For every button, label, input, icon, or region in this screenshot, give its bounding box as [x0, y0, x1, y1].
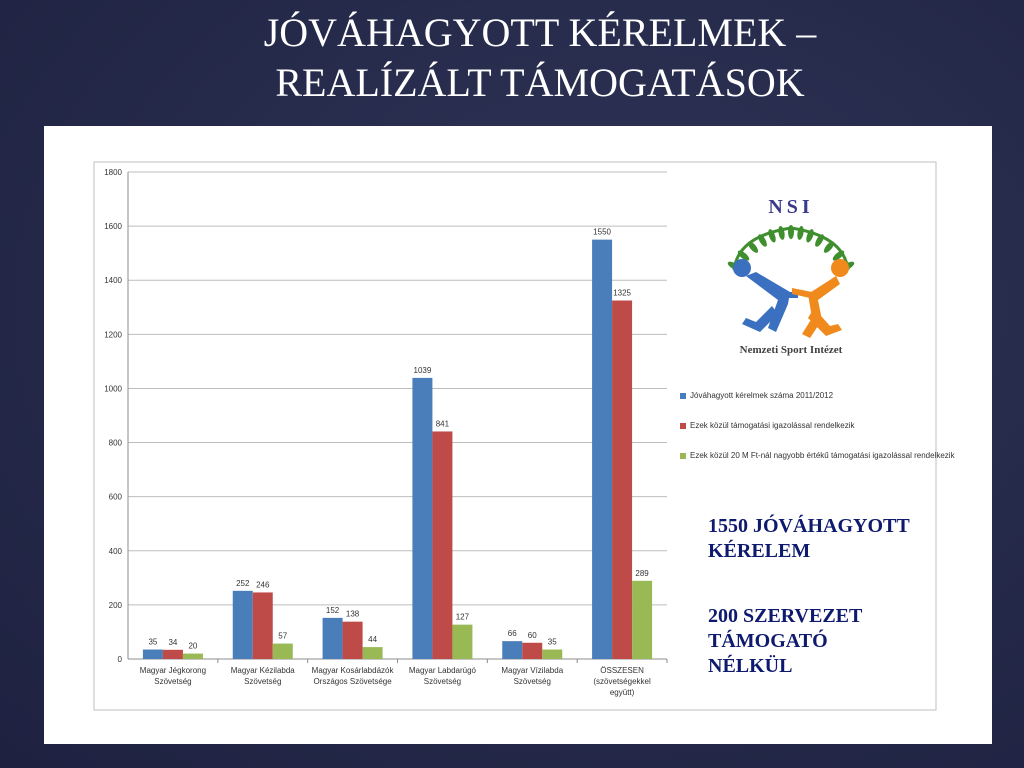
x-tick-label: Szövetség — [244, 677, 282, 686]
legend-label: Ezek közül 20 M Ft-nál nagyobb értékű támogatási igazolással rendelkezik — [690, 451, 955, 460]
bar — [273, 644, 293, 659]
slide-title — [160, 8, 920, 108]
bar — [412, 378, 432, 659]
bar — [183, 654, 203, 659]
content-panel — [44, 126, 992, 744]
chart-legend — [680, 390, 970, 480]
data-label: 44 — [368, 635, 378, 645]
slide-title-line2: REALÍZÁLT TÁMOGATÁSOK — [275, 60, 805, 105]
bar — [143, 650, 163, 659]
data-label: 138 — [345, 609, 360, 619]
bar — [632, 581, 652, 659]
x-tick-label: ÖSSZESEN — [600, 666, 644, 675]
note-line: NÉLKÜL — [708, 655, 793, 677]
legend-swatch — [680, 393, 686, 399]
data-label: 35 — [148, 637, 158, 647]
bar — [432, 431, 452, 659]
x-tick-label: Szövetség — [154, 677, 192, 686]
y-tick-label: 0 — [117, 655, 122, 664]
bar — [323, 618, 343, 659]
y-tick-label: 1600 — [104, 222, 122, 232]
note-organizations — [708, 604, 862, 679]
legend-item — [680, 450, 970, 462]
x-tick-label: Országos Szövetsége — [313, 677, 392, 686]
bar — [542, 650, 562, 659]
data-label: 20 — [188, 641, 198, 651]
data-label: 289 — [635, 568, 649, 578]
wreath-leaf — [788, 225, 794, 239]
x-tick-label: Szövetség — [423, 677, 462, 686]
legend-label: Jóváhagyott kérelmek száma 2011/2012 — [690, 391, 834, 400]
data-label: 34 — [168, 637, 178, 647]
bar — [233, 591, 253, 659]
bar — [163, 650, 183, 659]
x-tick-label: Magyar Vízilabda — [501, 666, 564, 675]
bar — [253, 592, 273, 659]
x-tick-label: (szövetségekkel — [593, 677, 651, 686]
x-tick-label: együtt) — [609, 688, 635, 697]
bar — [502, 641, 522, 659]
y-tick-label: 1800 — [104, 168, 122, 177]
data-label: 1039 — [413, 365, 432, 375]
bar — [612, 301, 632, 659]
note-line: TÁMOGATÓ — [708, 630, 828, 652]
legend-item — [680, 390, 970, 402]
y-tick-label: 1200 — [104, 330, 122, 340]
x-tick-label: Szövetség — [513, 677, 551, 686]
bar — [522, 643, 542, 659]
note-line: 200 SZERVEZET — [708, 605, 863, 627]
legend-swatch — [680, 423, 686, 429]
data-label: 1550 — [593, 227, 611, 237]
y-tick-label: 200 — [108, 600, 122, 610]
y-tick-label: 1000 — [104, 384, 122, 394]
y-tick-label: 600 — [108, 492, 122, 502]
x-tick-label: Magyar Jégkorong — [139, 666, 207, 675]
data-label: 66 — [507, 629, 517, 639]
legend-item — [680, 420, 970, 432]
y-tick-label: 400 — [108, 546, 122, 556]
data-label: 127 — [455, 612, 470, 622]
note-line: KÉRELEM — [708, 540, 811, 562]
logo-emblem — [716, 196, 866, 346]
x-tick-label: Magyar Kézilabda — [230, 666, 295, 675]
x-tick-label: Magyar Labdarúgó — [408, 666, 476, 675]
y-tick-label: 800 — [108, 438, 122, 448]
note-approved-requests — [708, 514, 910, 564]
legend-swatch — [680, 453, 686, 459]
bar — [343, 622, 363, 659]
legend-label: Ezek közül támogatási igazolással rendelkezik — [690, 421, 855, 430]
logo-abbr: NSI — [768, 196, 814, 218]
data-label: 246 — [256, 580, 270, 590]
logo-caption: Nemzeti Sport Intézet — [739, 344, 843, 356]
x-tick-label: Magyar Kosárlabdázók — [311, 666, 394, 675]
data-label: 57 — [278, 631, 288, 641]
data-label: 152 — [325, 605, 340, 615]
data-label: 1325 — [613, 288, 631, 298]
data-label: 35 — [547, 637, 557, 647]
data-label: 60 — [527, 630, 537, 640]
bar — [452, 625, 472, 659]
y-tick-label: 1400 — [104, 276, 122, 286]
data-label: 841 — [435, 419, 450, 429]
bar — [592, 240, 612, 659]
slide-title-line1: JÓVÁHAGYOTT KÉRELMEK – — [263, 10, 817, 55]
nsi-logo — [716, 196, 866, 366]
note-line: 1550 JÓVÁHAGYOTT — [708, 515, 910, 537]
data-label: 252 — [236, 578, 250, 588]
bar — [363, 647, 383, 659]
